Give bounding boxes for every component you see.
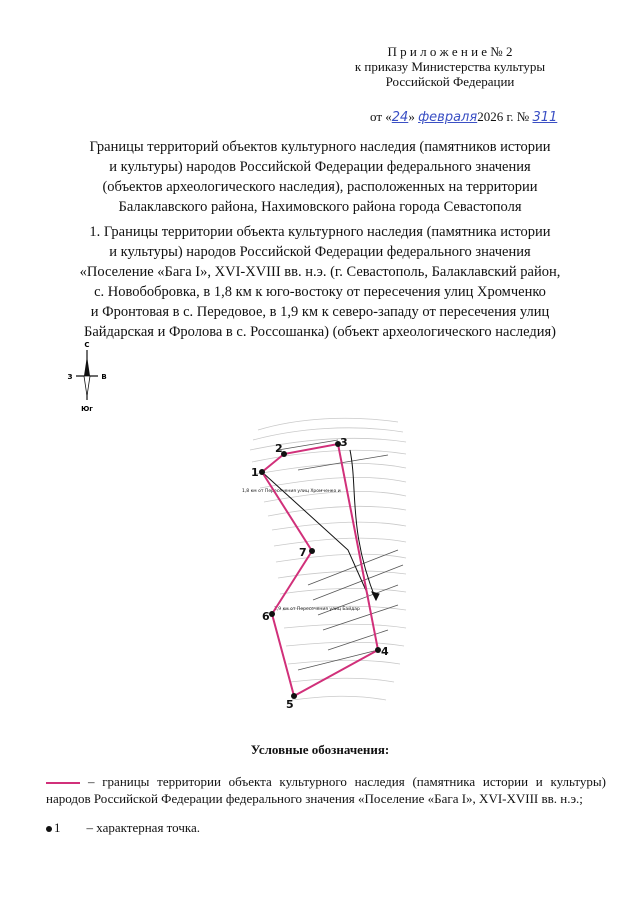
compass-south: Юг	[81, 405, 93, 413]
section-title: 1. Границы территории объекта культурного наследия (памятника истории и культуры) народов Российской Федерации федерального значения «Поселение «Бага I», XVI-XVIII вв. н.э. (г. Севастополь, Балаклавский район, с. Новобобровка, в 1,8 км к юго-востоку от пересечения улиц Хромченко и Фронтовая в с. Передовое, в 1,9 км к северо-западу от пересечения улиц Байдарская и Фролова в с. Россошанка) (объект археологического наследия)	[79, 224, 561, 340]
main-title: Границы территорий объектов культурного наследия (памятников истории и культуры) народов Российской Федерации федерального значения (объектов археологического наследия), расположенных на территории Балаклавского района, Нахимовского района города Севастополя	[89, 139, 551, 215]
point-dot-icon	[46, 826, 52, 832]
compass-rose-icon	[64, 338, 110, 414]
point-label-6: 6	[262, 610, 270, 623]
point-label-2: 2	[275, 442, 283, 455]
point-label-3: 3	[340, 436, 348, 449]
appendix-label: П р и л о ж е н и е № 2	[387, 44, 513, 59]
point-label-5: 5	[286, 698, 294, 711]
point-label-1: 1	[251, 466, 259, 479]
legend-title: Условные обозначения:	[250, 742, 390, 757]
order-line-1: к приказу Министерства культуры	[354, 59, 546, 74]
order-line-2: Российской Федерации	[385, 74, 515, 89]
site-boundary-map	[238, 410, 408, 720]
map-distance-label-2: 1,9 км от Пересечения улиц Байдар	[274, 607, 360, 612]
point-6	[269, 611, 275, 617]
compass-east: В	[101, 373, 107, 381]
order-date-line: от «24» февраля2026 г. № 311	[370, 109, 558, 125]
legend-boundary-row	[46, 773, 606, 807]
site-boundary	[262, 444, 378, 696]
point-7	[309, 548, 315, 554]
legend-point-row	[46, 820, 200, 836]
boundary-line-icon	[46, 782, 80, 784]
point-label-4: 4	[381, 645, 389, 658]
appendix-header	[330, 44, 570, 89]
compass-north: С	[84, 341, 90, 349]
legend-point-text: – характерная точка.	[86, 820, 201, 835]
legend-point-number: 1	[54, 820, 61, 835]
date-day: 24	[391, 110, 409, 125]
order-number: 311	[532, 110, 558, 125]
legend-boundary-text: – границы территории объекта культурного наследия (памятника истории и культуры) народов Российской Федерации федерального значения «Поселение «Бага I», XVI-XVIII вв. н.э.;	[46, 774, 606, 806]
map-distance-label-1: 1,8 км от Пересечения улиц Хромченко и	[242, 489, 341, 494]
compass-west: З	[67, 373, 73, 381]
point-label-7: 7	[299, 546, 307, 559]
point-1	[259, 469, 265, 475]
date-month: февраля	[418, 110, 478, 125]
